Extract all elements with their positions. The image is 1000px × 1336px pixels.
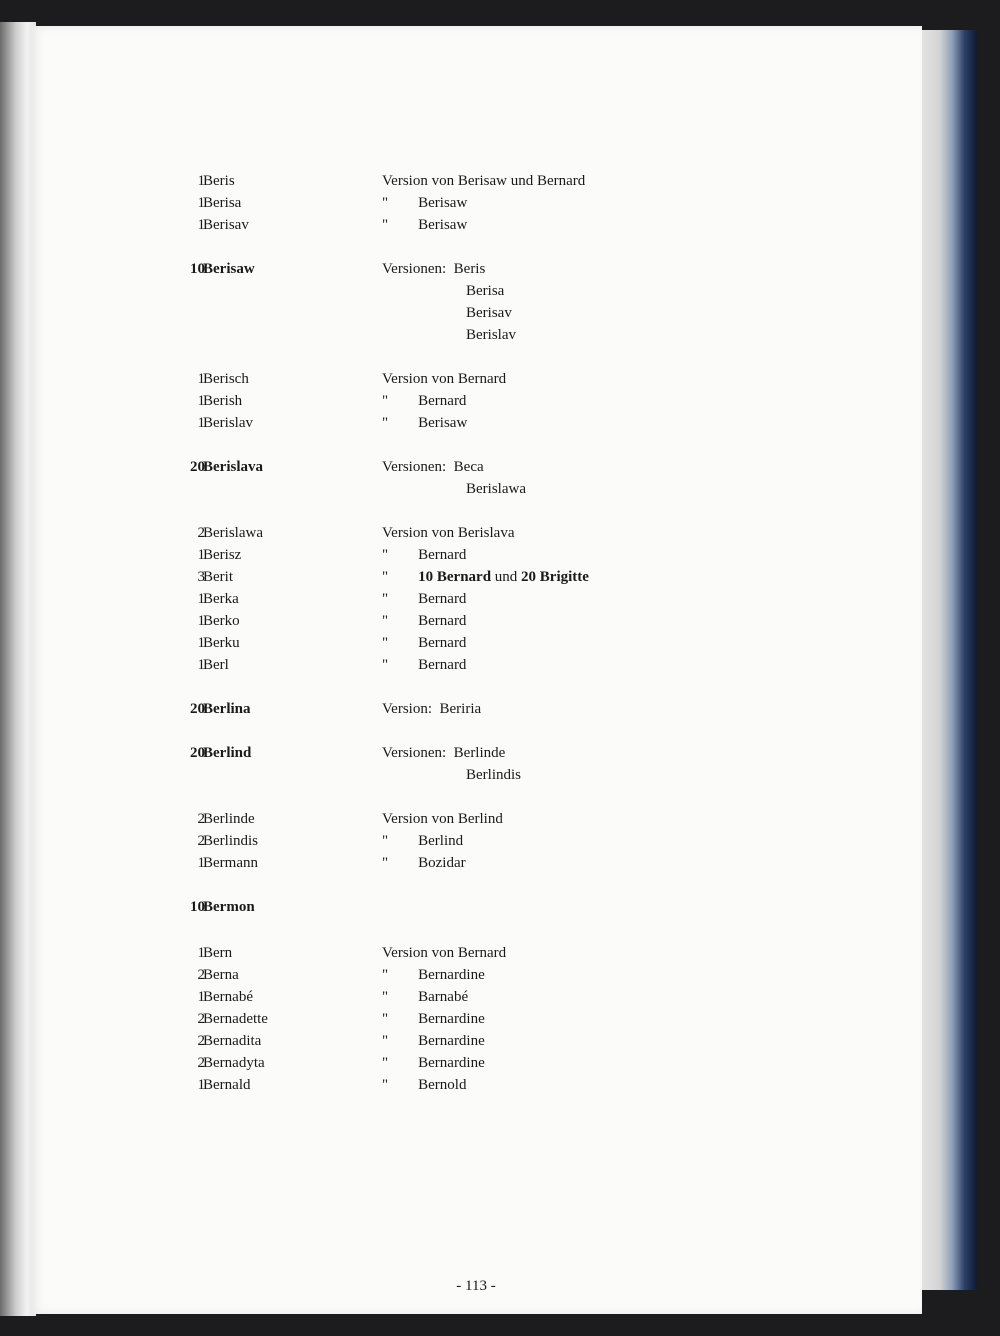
entry-count: 20 [190, 459, 205, 475]
entry-name: Berlind [203, 745, 252, 761]
entry-description: Version: Beriria [382, 701, 482, 717]
entry-description: " Bernardine [382, 1011, 485, 1027]
entry-count: 2 [197, 811, 205, 827]
entry-count: 1 [197, 1077, 205, 1093]
entry-count: 1 [197, 415, 205, 431]
entry-description: Berislav [466, 327, 516, 343]
list-item [30, 1030, 922, 1052]
list-item [30, 632, 922, 654]
list-item [30, 654, 922, 676]
entry-description: " Bernard [382, 547, 467, 563]
entry-count: 3 [197, 569, 205, 585]
list-item [30, 566, 922, 588]
list-item [30, 280, 922, 302]
page-number: - 113 - [456, 1278, 496, 1294]
entry-description: " Bernard [382, 591, 467, 607]
list-item [30, 412, 922, 434]
list-item [30, 368, 922, 390]
list-item [30, 324, 922, 346]
entry-description-part: 20 Brigitte [521, 569, 589, 585]
entry-description: Version von Bernard [382, 371, 507, 387]
entry-count: 1 [197, 591, 205, 607]
entry-description [382, 566, 589, 588]
list-item [30, 170, 922, 192]
list-item [30, 830, 922, 852]
entry-name: Berisz [203, 547, 242, 563]
entry-name: Berku [203, 635, 240, 651]
entry-name: Berisaw [203, 261, 255, 277]
book-edge-right [915, 30, 977, 1290]
entry-name: Berna [203, 967, 239, 983]
entry-count: 2 [197, 967, 205, 983]
entry-description: Berlindis [466, 767, 521, 783]
list-item [30, 1074, 922, 1096]
entry-count: 2 [197, 525, 205, 541]
entry-count: 1 [197, 217, 205, 233]
entry-count: 1 [197, 173, 205, 189]
entry-count: 2 [197, 1055, 205, 1071]
entry-name: Berislava [203, 459, 263, 475]
list-item [30, 478, 922, 500]
list-item [30, 808, 922, 830]
entry-name: Berislav [203, 415, 253, 431]
entry-count: 1 [197, 989, 205, 1005]
entry-count: 2 [197, 1011, 205, 1027]
list-item [30, 588, 922, 610]
entry-count: 1 [197, 393, 205, 409]
list-item [30, 852, 922, 874]
entry-description: Versionen: Berlinde [382, 745, 506, 761]
entry-description: " Bernard [382, 393, 467, 409]
list-item [30, 456, 922, 478]
list-item [30, 1052, 922, 1074]
list-item [30, 192, 922, 214]
entry-description: " Berisaw [382, 415, 468, 431]
entry-name: Berisch [203, 371, 249, 387]
entry-name: Bernadette [203, 1011, 268, 1027]
list-item [30, 522, 922, 544]
entry-name: Bernabé [203, 989, 253, 1005]
entry-description-part: und [491, 569, 522, 585]
document-page [30, 26, 922, 1314]
entry-description: " Berlind [382, 833, 464, 849]
entry-name: Berisa [203, 195, 242, 211]
entry-count: 2 [197, 833, 205, 849]
entry-count: 1 [197, 855, 205, 871]
list-item [30, 698, 922, 720]
entry-description: Version von Bernard [382, 945, 507, 961]
entry-description: Berisa [466, 283, 505, 299]
list-item [30, 544, 922, 566]
entry-count: 1 [197, 613, 205, 629]
list-item [30, 258, 922, 280]
list-item [30, 986, 922, 1008]
list-item [30, 390, 922, 412]
list-item [30, 610, 922, 632]
entry-description: " Bernard [382, 635, 467, 651]
entry-description: " Bernold [382, 1077, 467, 1093]
entry-name: Berisav [203, 217, 249, 233]
entry-name: Berit [203, 569, 233, 585]
list-item [30, 214, 922, 236]
entry-description: " Bernardine [382, 1055, 485, 1071]
entry-description-part: 10 Bernard [418, 569, 492, 585]
entry-name: Bernald [203, 1077, 251, 1093]
entry-name: Berislawa [203, 525, 263, 541]
entry-description: " Bozidar [382, 855, 466, 871]
entry-count: 2 [197, 1033, 205, 1049]
entry-count: 10 [190, 261, 205, 277]
entry-name: Berlindis [203, 833, 258, 849]
entry-description: " Bernardine [382, 1033, 485, 1049]
entry-name: Bermon [203, 899, 255, 915]
entry-description: " Barnabé [382, 989, 469, 1005]
entry-name: Bern [203, 945, 233, 961]
entry-description: Versionen: Beris [382, 261, 486, 277]
entry-description: " Bernard [382, 613, 467, 629]
entry-description: Versionen: Beca [382, 459, 484, 475]
entry-description: " Bernard [382, 657, 467, 673]
entry-count: 20 [190, 745, 205, 761]
entry-description: " Berisaw [382, 195, 468, 211]
entry-count: 1 [197, 635, 205, 651]
entry-description: Berislawa [466, 481, 526, 497]
entry-description: " Bernardine [382, 967, 485, 983]
entry-count: 1 [197, 945, 205, 961]
list-item [30, 302, 922, 324]
entry-description: Version von Berlind [382, 811, 503, 827]
entry-name: Berlina [203, 701, 251, 717]
list-item [30, 764, 922, 786]
entry-name: Berka [203, 591, 239, 607]
entry-name: Beris [203, 173, 235, 189]
entry-description: Berisav [466, 305, 512, 321]
list-item [30, 742, 922, 764]
entry-name: Berlinde [203, 811, 255, 827]
entry-description: Version von Berisaw und Bernard [382, 173, 586, 189]
list-item [30, 896, 922, 918]
entry-count: 20 [190, 701, 205, 717]
list-item [30, 964, 922, 986]
list-item [30, 1008, 922, 1030]
entry-name: Berish [203, 393, 243, 409]
entry-name: Berl [203, 657, 229, 673]
entry-count: 1 [197, 195, 205, 211]
list-item [30, 942, 922, 964]
entry-count: 10 [190, 899, 205, 915]
entry-name: Berko [203, 613, 240, 629]
entry-name: Bernadyta [203, 1055, 265, 1071]
entry-description-part: " [382, 569, 419, 585]
entry-description: Version von Berislava [382, 525, 515, 541]
entry-count: 1 [197, 657, 205, 673]
entry-name: Bernadita [203, 1033, 262, 1049]
entry-name: Bermann [203, 855, 258, 871]
entry-count: 1 [197, 547, 205, 563]
entry-description: " Berisaw [382, 217, 468, 233]
entry-count: 1 [197, 371, 205, 387]
